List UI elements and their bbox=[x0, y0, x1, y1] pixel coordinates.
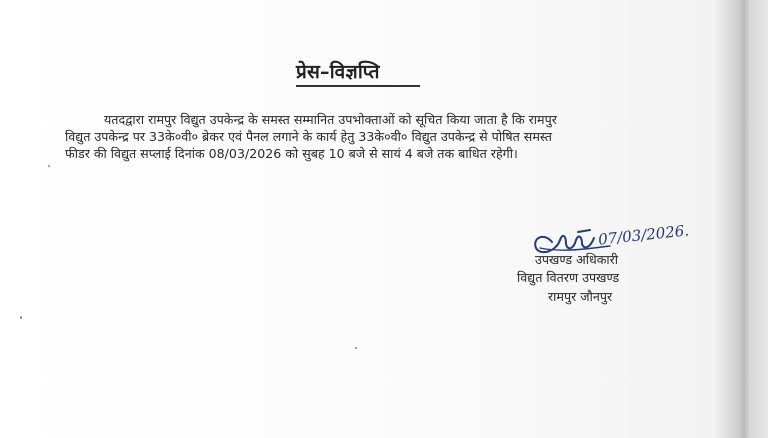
body-line-1: यतदद्वारा रामपुर विद्युत उपकेन्द्र के समस्त सम्मानित उपभोक्ताओं को सूचित किया जाता है कि रामपुर bbox=[104, 112, 557, 127]
signature-date: 07/03/2026. bbox=[597, 221, 690, 249]
paper-speck bbox=[48, 165, 50, 167]
page-title: प्रेस–विज्ञप्ति bbox=[296, 61, 380, 83]
signature-block bbox=[517, 221, 720, 316]
paper-speck bbox=[355, 347, 357, 349]
paper-speck bbox=[20, 316, 22, 319]
office-location: रामपुर जौनपुर bbox=[548, 289, 613, 304]
body-line-2: विद्युत उपकेन्द्र पर 33के०वी० ब्रेकर एवं पैनल लगाने के कार्य हेतु 33के०वी० विद्युत उपकेन्द्र से पोषित समस्त bbox=[65, 129, 552, 144]
title-underline bbox=[296, 85, 420, 87]
office-name: विद्युत वितरण उपखण्ड bbox=[517, 270, 620, 285]
body-line-3: फीडर की विद्युत सप्लाई दिनांक 08/03/2026 को सुबह 10 बजे से सायं 4 बजे तक बाधित रहेगी। bbox=[65, 146, 518, 161]
officer-designation: उपखण्ड अधिकारी bbox=[535, 252, 619, 267]
